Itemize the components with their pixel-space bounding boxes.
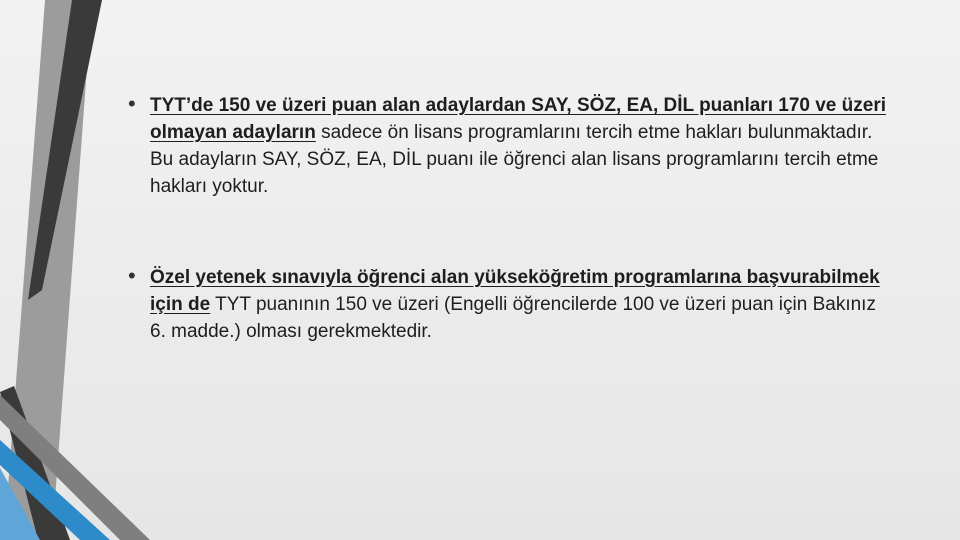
- bullet-1-emphasis: TYT’de 150 ve üzeri puan alan adaylardan SAY, SÖZ, EA, DİL puanları 170 ve üzeri olmayan adayların: [150, 95, 886, 143]
- bullet-2-text: TYT puanının 150 ve üzeri (Engelli öğrencilerde 100 ve üzeri puan için Bakınız 6. madde.) olması gerekmektedir.: [150, 294, 876, 342]
- bullet-dot-icon: •: [128, 91, 136, 116]
- bullet-1-text: sadece ön lisans programlarını tercih etme hakları bulunmaktadır. Bu adayların SAY, SÖZ, EA, DİL puanı ile öğrenci alan lisans programlarını tercih etme hakları yoktur.: [150, 122, 879, 197]
- bullet-item-1: [128, 92, 888, 200]
- bullet-dot-icon: •: [128, 263, 136, 288]
- bullet-item-2: [128, 264, 888, 345]
- bullet-2-emphasis: Özel yetenek sınavıyla öğrenci alan yükseköğretim programlarına başvurabilmek için de: [150, 267, 880, 315]
- bullet-list: [128, 92, 888, 345]
